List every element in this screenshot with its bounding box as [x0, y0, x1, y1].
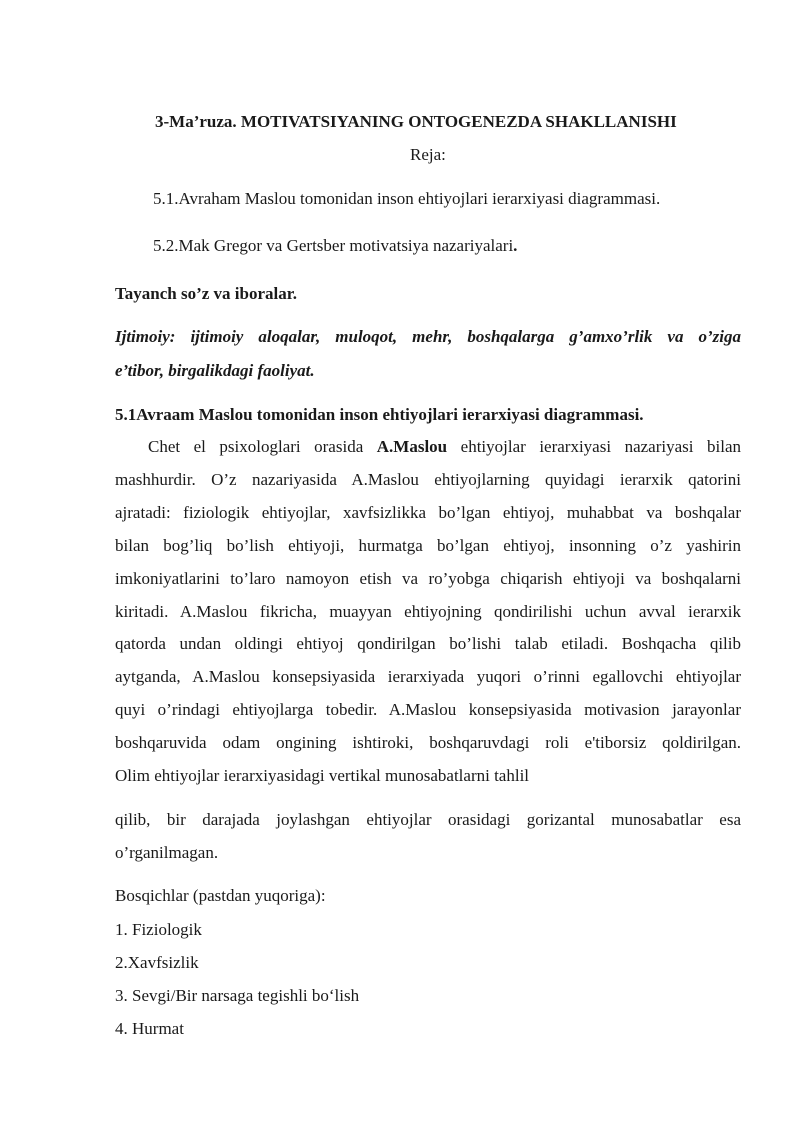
keywords-line-1: Ijtimoiy: ijtimoiy aloqalar, muloqot, mehr, boshqalarga g’amxo’rlik va o’ziga [115, 327, 741, 346]
plan-label: Reja: [410, 145, 446, 164]
paragraph1-line-3: ajratadi: fiziologik ehtiyojlar, xavfsizlikka bo’lgan ehtiyoj, muhabbat va boshqalar [115, 503, 741, 522]
paragraph1-line-5: imkoniyatlarini to’laro namoyon etish va ro’yobga chiqarish ehtiyoji va boshqalarni [115, 569, 741, 588]
lecture-title: 3-Ma’ruza. MOTIVATSIYANING ONTOGENEZDA SHAKLLANISHI [155, 112, 677, 131]
paragraph2-line-1: qilib, bir darajada joylashgan ehtiyojlar orasidagi gorizantal munosabatlar esa [115, 810, 741, 829]
keywords-heading: Tayanch so’z va iboralar. [115, 284, 297, 303]
paragraph1-line-2: mashhurdir. O’z nazariyasida A.Maslou ehtiyojlarning quyidagi ierarxik qatorini [115, 470, 741, 489]
paragraph1-line-9: quyi o’rindagi ehtiyojlarga tobedir. A.Maslou konsepsiyasida motivasion jarayonlar [115, 700, 741, 719]
plan-item-2-period: . [513, 236, 518, 255]
paragraph1-line-8: aytganda, A.Maslou konsepsiyasida ierarxiyada yuqori o’rinni egallovchi ehtiyojlar [115, 667, 741, 686]
stages-heading: Bosqichlar (pastdan yuqoriga): [115, 886, 326, 905]
paragraph1-line-7: qatorda undan oldingi ehtiyoj qondirilgan bo’lishi talab etiladi. Boshqacha qilib [115, 634, 741, 653]
paragraph1-prefix: Chet el psixologlari orasida [148, 437, 377, 456]
stage-item-1: 1. Fiziologik [115, 920, 202, 939]
paragraph1-line-10: boshqaruvida odam ongining ishtiroki, boshqaruvdagi roli e'tiborsiz qoldirilgan. [115, 733, 741, 752]
keywords-line-2: e’tibor, birgalikdagi faoliyat. [115, 361, 315, 380]
paragraph2-line-2: o’rganilmagan. [115, 843, 219, 862]
paragraph1-line-11: Olim ehtiyojlar ierarxiyasidagi vertikal munosabatlarni tahlil [115, 766, 530, 785]
stage-item-4: 4. Hurmat [115, 1019, 184, 1038]
stage-item-2: 2.Xavfsizlik [115, 953, 199, 972]
section-heading: 5.1Avraam Maslou tomonidan inson ehtiyojlari ierarxiyasi diagrammasi. [115, 405, 644, 424]
stage-item-3: 3. Sevgi/Bir narsaga tegishli bo‘lish [115, 986, 360, 1005]
plan-item-2 [153, 236, 517, 256]
maslou-name: A.Maslou [376, 437, 448, 456]
plan-item-2-text: 5.2.Mak Gregor va Gertsber motivatsiya nazariyalari [153, 236, 514, 255]
plan-item-1: 5.1.Avraham Maslou tomonidan inson ehtiyojlari ierarxiyasi diagrammasi. [153, 189, 661, 208]
paragraph1-line-6: kiritadi. A.Maslou fikricha, muayyan ehtiyojning qondirilishi uchun avval ierarxik [115, 602, 741, 621]
paragraph1-line-4: bilan bog’liq bo’lish ehtiyoji, hurmatga bo’lgan ehtiyoj, insonning o’z yashirin [115, 536, 741, 555]
paragraph1-suffix: ehtiyojlar ierarxiyasi nazariyasi bilan [447, 437, 741, 456]
paragraph1-line-1 [148, 437, 741, 457]
